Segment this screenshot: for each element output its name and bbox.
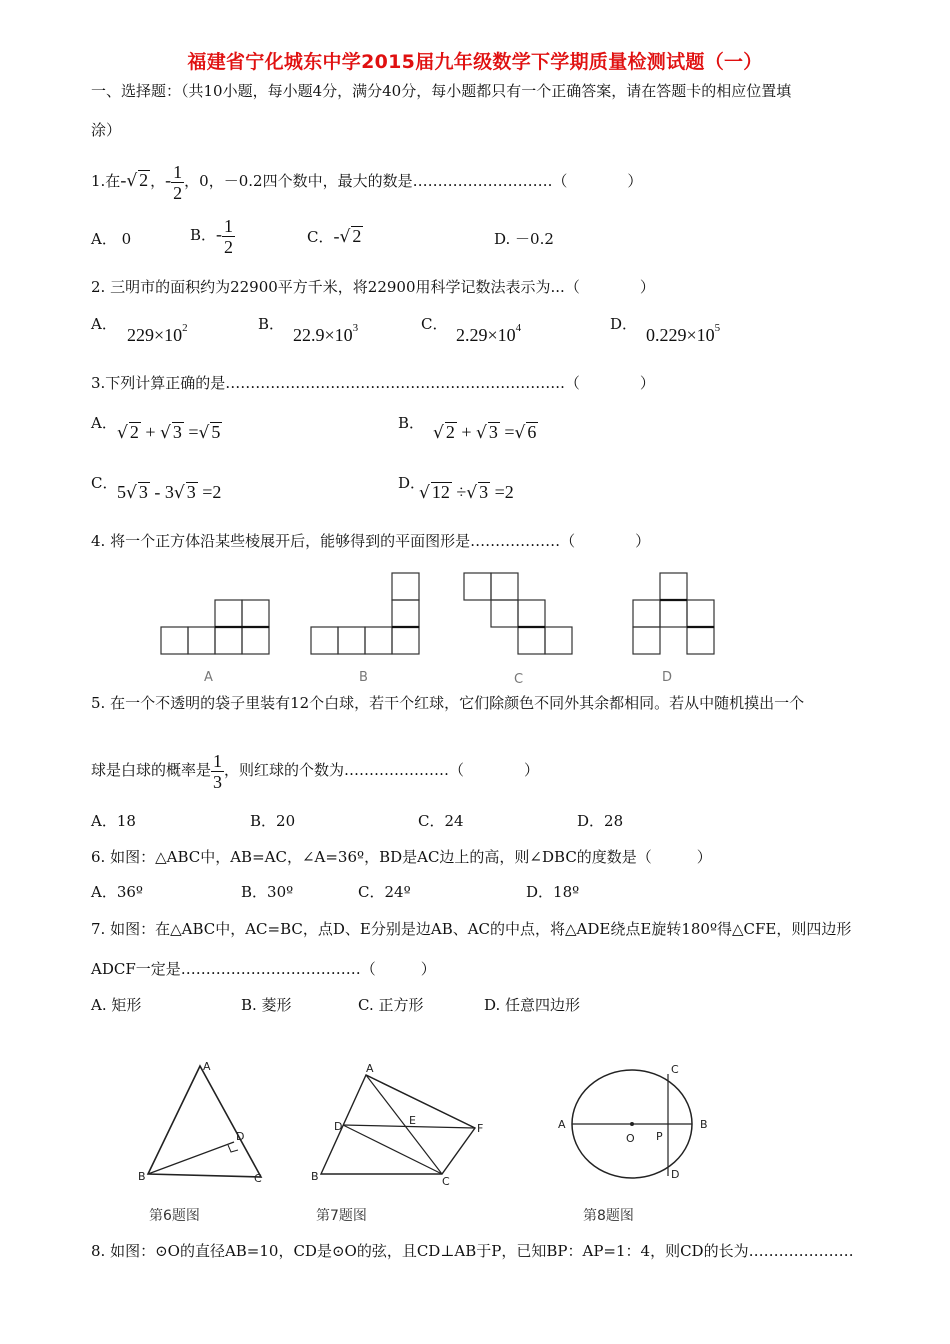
q2-option-d: $0.229\times 10^5$ <box>646 322 721 345</box>
fig7-label-a: A <box>366 1062 374 1075</box>
q4-cube-nets <box>0 565 950 695</box>
fig8-label-o: O <box>626 1132 635 1145</box>
q5-fraction: $\frac{1}{3}$ <box>213 750 223 792</box>
q3-option-d: √ 12 ÷√ 3 =2 <box>419 482 514 503</box>
q2-option-c-label: C． <box>421 315 448 333</box>
q2-option-b: $22.9\times 10^3$ <box>293 322 359 345</box>
q2-option-c: $2.29\times 10^4$ <box>456 322 522 345</box>
q7-option-c: C. 正方形 <box>358 996 424 1014</box>
fig7-label-e: E <box>409 1114 416 1127</box>
q3-option-c: 5√ 3 - 3√ 3 =2 <box>117 482 222 503</box>
q1-lead: 1.在 <box>91 172 121 190</box>
q6-option-d: D．18º <box>526 883 580 901</box>
q1-option-d: D. －0.2 <box>494 230 554 248</box>
q5-option-b: B．20 <box>250 812 296 830</box>
figure-8 <box>550 1060 730 1190</box>
net-d <box>633 573 714 654</box>
q5-option-d: D．28 <box>577 812 624 830</box>
fig8-label-c: C <box>671 1063 679 1076</box>
q6-option-a: A．36º <box>91 883 143 901</box>
fig8-label-d: D <box>671 1168 680 1181</box>
question-5-line2: 球是白球的概率是 $\frac{1}{3}$ ，则红球的个数为…………………（ ） <box>91 750 540 792</box>
q5-option-c: C．24 <box>418 812 464 830</box>
fig8-caption: 第8题图 <box>583 1208 634 1224</box>
question-7-line2: ADCF一定是………………………………（ ） <box>91 960 436 978</box>
fig6-caption: 第6题图 <box>149 1208 200 1224</box>
q7-option-d: D. 任意四边形 <box>484 996 581 1014</box>
q6-option-c: C．24º <box>358 883 411 901</box>
fig6-label-c: C <box>254 1172 262 1185</box>
fig6-label-d: D <box>236 1130 245 1143</box>
q3-option-c-label: C． <box>91 474 118 492</box>
net-a-label: A <box>204 670 213 685</box>
q5-option-a: A．18 <box>91 812 136 830</box>
q1-fraction: $\frac{1}{2}$ <box>173 161 183 203</box>
q2-option-a: $229\times 10^2$ <box>127 322 188 345</box>
figure-7 <box>305 1060 495 1190</box>
fig8-label-p: P <box>656 1130 663 1143</box>
q3-option-b-label: B． <box>398 414 425 432</box>
question-8: 8. 如图：⊙O的直径AB=10，CD是⊙O的弦，且CD⊥AB于P，已知BP：AP=1：4，则CD的长为………………… <box>91 1242 854 1260</box>
section-instructions-line2: 涂） <box>91 121 122 139</box>
net-a <box>161 600 269 654</box>
net-c-label: C <box>514 672 524 687</box>
exam-title: 福建省宁化城东中学2015届九年级数学下学期质量检测试题（一） <box>187 51 763 73</box>
net-b-label: B <box>359 670 368 685</box>
q3-option-a: √ 2 + √ 3 =√ 5 <box>117 422 221 443</box>
fig7-label-f: F <box>477 1122 484 1135</box>
fig7-caption: 第7题图 <box>316 1208 367 1224</box>
fig6-label-b: B <box>138 1170 146 1183</box>
q1-option-c: C．-√ 2 <box>307 226 362 247</box>
fig6-label-a: A <box>203 1060 211 1073</box>
question-5: 5. 在一个不透明的袋子里装有12个白球，若干个红球，它们除颜色不同外其余都相同。若从中随机摸出一个 <box>91 694 805 712</box>
question-6: 6. 如图：△ABC中，AB=AC，∠A=36º，BD是AC边上的高，则∠DBC的度数是（ ） <box>91 848 712 866</box>
fig8-label-b: B <box>700 1118 708 1131</box>
question-2: 2. 三明市的面积约为22900平方千米，将22900用科学记数法表示为...（ ） <box>91 278 655 296</box>
q7-option-a: A. 矩形 <box>91 996 142 1014</box>
question-4: 4. 将一个正方体沿某些棱展开后，能够得到的平面图形是………………（ ） <box>91 532 651 550</box>
q2-option-d-label: D． <box>610 315 638 333</box>
q6-option-b: B．30º <box>241 883 294 901</box>
net-c <box>464 573 572 654</box>
q1-option-b: B．- $\frac{1}{2}$ <box>190 215 234 257</box>
q1-option-a: A． 0 <box>91 230 132 248</box>
fig8-label-a: A <box>558 1118 566 1131</box>
q2-option-a-label: A． <box>91 315 117 333</box>
net-b <box>311 573 419 654</box>
q7-option-b: B. 菱形 <box>241 996 292 1014</box>
q3-option-b: √ 2 + √ 3 =√ 6 <box>433 422 537 443</box>
q2-option-b-label: B． <box>258 315 285 333</box>
q3-option-d-label: D． <box>398 474 426 492</box>
question-3: 3.下列计算正确的是…………………………………………………………..（ ） <box>91 374 655 392</box>
figure-6 <box>130 1060 310 1190</box>
fig7-label-d: D <box>334 1120 343 1133</box>
section-instructions-line1: 一、选择题：（共10小题，每小题4分，满分40分，每小题都只有一个正确答案，请在答题卡的相应位置填 <box>91 82 792 100</box>
q1-tail: ，0，－0.2四个数中，最大的数是……………………….（ ） <box>184 172 643 190</box>
q3-option-a-label: A． <box>91 414 117 432</box>
question-1: 1.在-√ 2 ，- $\frac{1}{2}$ ，0，－0.2四个数中，最大的数是……………………….（ ） <box>91 161 643 203</box>
fig7-label-c: C <box>442 1175 450 1188</box>
fig7-label-b: B <box>311 1170 319 1183</box>
question-7: 7. 如图：在△ABC中，AC=BC，点D、E分别是边AB、AC的中点，将△ADE绕点E旋转180º得△CFE，则四边形 <box>91 920 852 938</box>
net-d-label: D <box>662 670 673 685</box>
